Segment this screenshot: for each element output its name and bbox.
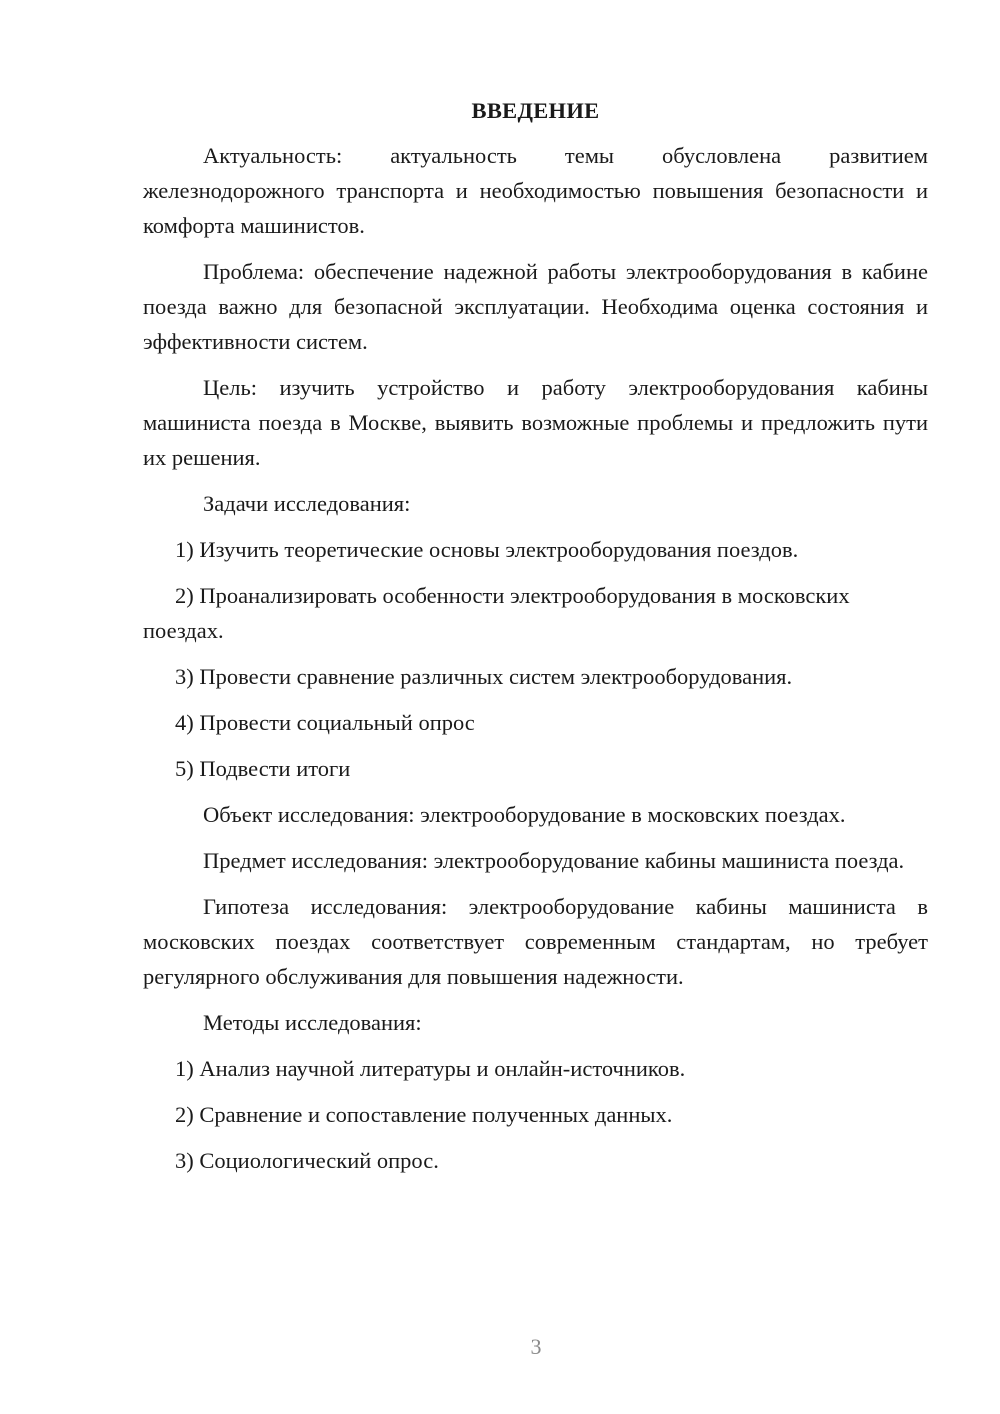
hypothesis-paragraph: Гипотеза исследования: электрооборудование кабины машиниста в московских поездах соответствует современным стандартам, но требует регулярного обслуживания для повышения надежности.: [143, 894, 928, 989]
method-item: 2) Сравнение и сопоставление полученных данных.: [175, 1102, 673, 1127]
page-number: 3: [530, 1334, 542, 1359]
task-item: 4) Провести социальный опрос: [175, 710, 475, 735]
task-item: 2) Проанализировать особенности электрооборудования в московских поездах.: [143, 583, 850, 643]
methods-heading: Методы исследования:: [203, 1010, 422, 1035]
object-paragraph: Объект исследования: электрооборудование в московских поездах.: [203, 802, 846, 827]
tasks-heading: Задачи исследования:: [203, 491, 411, 516]
task-item: 1) Изучить теоретические основы электрооборудования поездов.: [175, 537, 799, 562]
task-item: 3) Провести сравнение различных систем электрооборудования.: [175, 664, 793, 689]
relevance-paragraph: Актуальность: актуальность темы обусловлена развитием железнодорожного транспорта и необходимостью повышения безопасности и комфорта машинистов.: [143, 143, 928, 238]
section-title: ВВЕДЕНИЕ: [471, 98, 600, 123]
subject-paragraph: Предмет исследования: электрооборудование кабины машиниста поезда.: [203, 848, 905, 873]
task-item: 5) Подвести итоги: [175, 756, 351, 781]
method-item: 1) Анализ научной литературы и онлайн-источников.: [175, 1056, 686, 1081]
method-item: 3) Социологический опрос.: [175, 1148, 439, 1173]
problem-paragraph: Проблема: обеспечение надежной работы электрооборудования в кабине поезда важно для безопасной эксплуатации. Необходима оценка состояния и эффективности систем.: [143, 259, 928, 354]
page-content: [143, 93, 928, 1189]
goal-paragraph: Цель: изучить устройство и работу электрооборудования кабины машиниста поезда в Москве, выявить возможные проблемы и предложить пути их решения.: [143, 375, 928, 470]
